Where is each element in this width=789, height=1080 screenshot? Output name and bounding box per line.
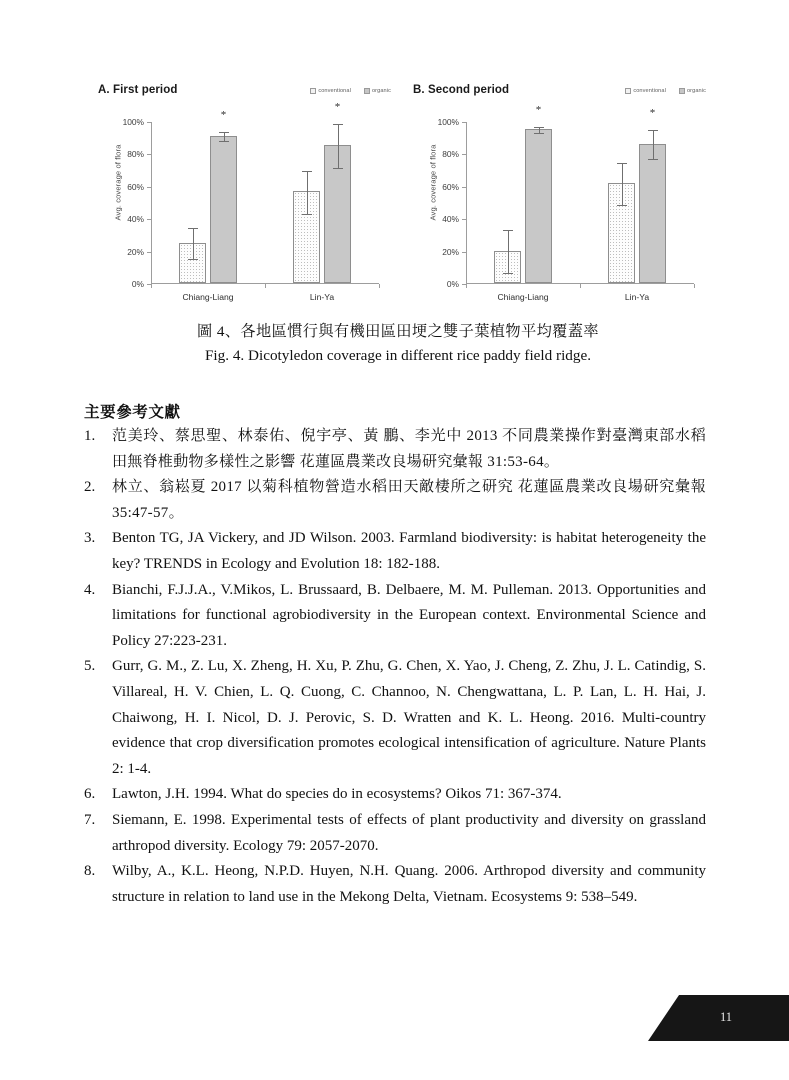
figure-caption-zh: 圖 4、各地區慣行與有機田區田埂之雙子葉植物平均覆蓋率 (197, 323, 599, 340)
reference-text: Wilby, A., K.L. Heong, N.P.D. Huyen, N.H. Quang. 2006. Arthropod diversity and community structure in relation to land use in the Mekong Delta, Vietnam. Ecosystems 9: 538–549. (112, 863, 706, 905)
legend-label-conventional: conventional (318, 88, 351, 94)
legend-entry-conventional (625, 88, 666, 94)
error-bar-cap (534, 133, 544, 134)
x-axis-tick (151, 284, 152, 288)
legend-swatch-conventional-icon (625, 88, 631, 94)
y-axis-tick-label: 0% (446, 279, 459, 289)
y-axis-tick-label: 60% (442, 181, 459, 192)
y-axis-tick (147, 187, 151, 188)
reference-number: 1. (84, 428, 96, 444)
error-bar-cap (219, 132, 229, 133)
x-axis-category-label: Lin-Ya (624, 292, 650, 302)
reference-item (84, 475, 706, 526)
y-axis-tick-label: 40% (442, 214, 459, 225)
error-bar-cap (503, 273, 513, 274)
reference-item (84, 578, 706, 655)
error-bar-cap (188, 228, 198, 229)
figure-caption-en: Fig. 4. Dicotyledon coverage in different rice paddy field ridge. (204, 347, 592, 364)
x-axis-category-label: Chiang-Liang (497, 292, 549, 302)
legend-swatch-conventional-icon (310, 88, 316, 94)
error-bar-cap (648, 159, 658, 160)
error-bar-cap (534, 127, 544, 128)
y-axis-tick (147, 219, 151, 220)
x-axis-category-label: Lin-Ya (309, 292, 335, 302)
legend-swatch-organic-icon (364, 88, 370, 94)
error-bar-cap (617, 163, 627, 164)
significance-star: * (535, 103, 542, 116)
chart-b-plot (437, 103, 694, 302)
page-number: 11 (720, 1010, 733, 1024)
error-bar (622, 163, 623, 205)
y-axis-tick-label: 80% (127, 149, 144, 160)
y-axis-tick (462, 219, 466, 220)
reference-number: 2. (84, 479, 96, 496)
legend-entry-organic (364, 88, 391, 94)
reference-item (84, 859, 706, 910)
error-bar-cap (503, 230, 513, 231)
chart-a-y-axis-title: Avg. coverage of flora (113, 144, 123, 221)
chart-b-y-axis-title: Avg. coverage of flora (428, 144, 438, 221)
error-bar (224, 132, 225, 142)
legend-label-conventional: conventional (633, 88, 666, 94)
chart-panel-a (88, 82, 393, 307)
reference-item (84, 782, 706, 808)
legend-entry-conventional (310, 88, 351, 94)
y-axis-tick (462, 187, 466, 188)
y-axis-tick-label: 40% (127, 214, 144, 225)
y-axis-tick (462, 154, 466, 155)
reference-text: Lawton, J.H. 1994. What do species do in ecosystems? Oikos 71: 367-374. (112, 786, 562, 803)
reference-text: 林立、翁崧夏 2017 以菊科植物營造水稻田天敵棲所之研究 花蓮區農業改良場研究彙報 35:47-57。 (112, 479, 706, 521)
error-bar-cap (219, 141, 229, 142)
footer-banner (648, 995, 789, 1041)
chart-a-legend (310, 88, 391, 94)
y-axis-tick-label: 100% (437, 117, 459, 127)
error-bar-cap (333, 168, 343, 169)
reference-item (84, 424, 706, 475)
x-axis-tick (580, 284, 581, 288)
chart-a-plot (122, 101, 379, 302)
x-axis-tick (379, 284, 380, 288)
reference-text: Benton TG, JA Vickery, and JD Wilson. 2003. Farmland biodiversity: is habitat heterogeneity the key? TRENDS in Ecology and Evolution 18: 182-188. (112, 530, 706, 572)
x-axis-tick (466, 284, 467, 288)
chart-b-title: B. Second period (413, 84, 510, 96)
chart-panel-b (403, 82, 708, 307)
reference-number: 4. (84, 581, 96, 598)
reference-number: 8. (84, 863, 96, 880)
reference-number: 5. (84, 658, 96, 675)
y-axis-tick-label: 20% (127, 246, 144, 257)
reference-item (84, 654, 706, 782)
references-list (84, 424, 706, 910)
y-axis-tick-label: 80% (442, 149, 459, 160)
significance-star: * (334, 101, 341, 114)
x-axis-tick (694, 284, 695, 288)
bar-organic (639, 144, 666, 283)
error-bar-cap (648, 130, 658, 131)
reference-text: Gurr, G. M., Z. Lu, X. Zheng, H. Xu, P. Zhu, G. Chen, X. Yao, J. Cheng, Z. Zhu, J. L. Catindig, S. Villareal, H. V. Chien, L. Q. Cuong, C. Channoo, N. Chengwattana, L. P. Lan, L. H. Hai, J. Chaiwong, H. I. Nicol, D. J. Perovic, S. D. Wratten and K. L. Heong. 2016. Multi-country evidence that crop diversification promotes ecological intensification of agriculture. Nature Plants 2: 1-4. (112, 658, 706, 777)
error-bar (338, 124, 339, 168)
chart-b-legend (625, 88, 706, 94)
legend-swatch-organic-icon (679, 88, 685, 94)
references-heading: 主要參考文獻 (84, 404, 181, 421)
reference-number: 6. (84, 786, 96, 803)
reference-text: Bianchi, F.J.J.A., V.Mikos, L. Brussaard, B. Delbaere, M. M. Pulleman. 2013. Opportunities and limitations for functional agrobiodiversity in the European context. Environmental Science and Policy 27:223-231. (112, 581, 706, 649)
y-axis-tick-label: 0% (131, 279, 144, 289)
legend-label-organic: organic (371, 88, 391, 94)
y-axis-tick-label: 20% (442, 246, 459, 257)
y-axis-tick-label: 100% (122, 117, 144, 127)
chart-a-title: A. First period (98, 84, 178, 96)
error-bar-cap (617, 205, 627, 206)
significance-star: * (220, 108, 227, 121)
error-bar (508, 230, 509, 274)
reference-number: 7. (84, 811, 96, 828)
x-axis-category-label: Chiang-Liang (182, 292, 234, 302)
y-axis-tick (462, 252, 466, 253)
error-bar-cap (333, 124, 343, 125)
y-axis-tick (147, 252, 151, 253)
legend-label-organic: organic (686, 88, 706, 94)
reference-text: 范美玲、蔡思聖、林泰佑、倪宇亭、黃 鵬、李光中 2013 不同農業操作對臺灣東部水稻田無脊椎動物多樣性之影響 花蓮區農業改良場研究彙報 31:53-64。 (112, 428, 706, 470)
reference-item (84, 808, 706, 859)
chart-a-y-axis-line (151, 122, 152, 284)
figure-caption (88, 320, 708, 368)
reference-item (84, 526, 706, 577)
x-axis-tick (265, 284, 266, 288)
charts-row (88, 82, 708, 307)
error-bar (193, 228, 194, 259)
chart-b-y-axis-line (466, 122, 467, 284)
error-bar (307, 171, 308, 215)
legend-entry-organic (679, 88, 706, 94)
reference-number: 3. (84, 530, 96, 547)
bar-organic (525, 129, 552, 283)
y-axis-tick (462, 122, 466, 123)
error-bar-cap (302, 214, 312, 215)
bar-organic (210, 136, 237, 283)
error-bar-cap (302, 171, 312, 172)
significance-star: * (649, 107, 656, 120)
error-bar-cap (188, 259, 198, 260)
error-bar (653, 130, 654, 159)
y-axis-tick-label: 60% (127, 181, 144, 192)
y-axis-tick (147, 154, 151, 155)
reference-text: Siemann, E. 1998. Experimental tests of effects of plant productivity and diversity on grassland arthropod diversity. Ecology 79: 2057-2070. (112, 811, 706, 854)
y-axis-tick (147, 122, 151, 123)
figure-4 (88, 82, 708, 312)
